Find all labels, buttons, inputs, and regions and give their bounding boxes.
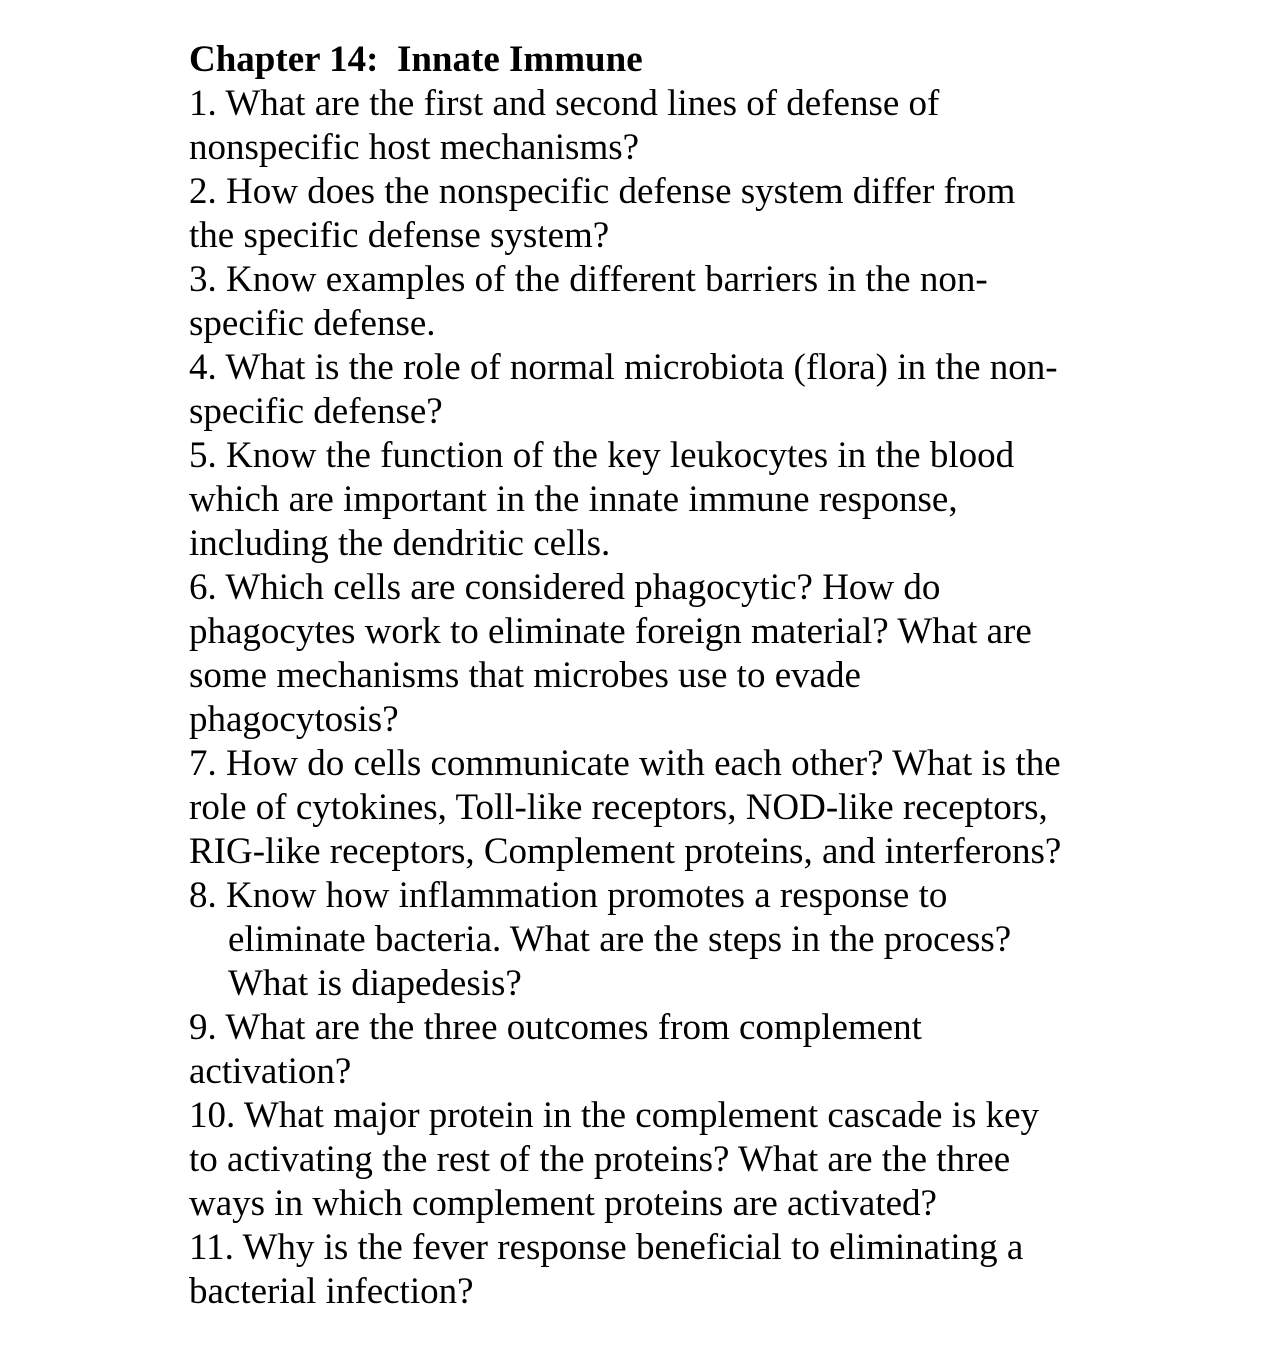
question-5: 5. Know the function of the key leukocytes in the blood which are important in the innate immune response, including the dendritic cells. [189,435,1015,564]
question-11: 11. Why is the fever response beneficial to eliminating a bacterial infection? [189,1227,1024,1312]
question-8: 8. Know how inflammation promotes a response to eliminate bacteria. What are the steps in the process? What is diapedesis? [189,875,1012,1004]
document-page [189,38,1249,1314]
question-6: 6. Which cells are considered phagocytic? How do phagocytes work to eliminate foreign material? What are some mechanisms that microbes use to evade phagocytosis? [189,567,1032,740]
question-9: 9. What are the three outcomes from complement activation? [189,1007,922,1092]
question-2: 2. How does the nonspecific defense system differ from the specific defense system? [189,171,1016,256]
question-10: 10. What major protein in the complement cascade is key to activating the rest of the proteins? What are the three ways in which complement proteins are activated? [189,1095,1040,1224]
question-7: 7. How do cells communicate with each other? What is the role of cytokines, Toll-like receptors, NOD-like receptors, RIG-like receptors, Complement proteins, and interferons? [189,743,1062,872]
chapter-title: Chapter 14: Innate Immune [189,39,643,80]
question-4: 4. What is the role of normal microbiota (flora) in the non- specific defense? [189,347,1058,432]
question-1: 1. What are the first and second lines of defense of nonspecific host mechanisms? [189,83,940,168]
question-3: 3. Know examples of the different barriers in the non- specific defense. [189,259,988,344]
